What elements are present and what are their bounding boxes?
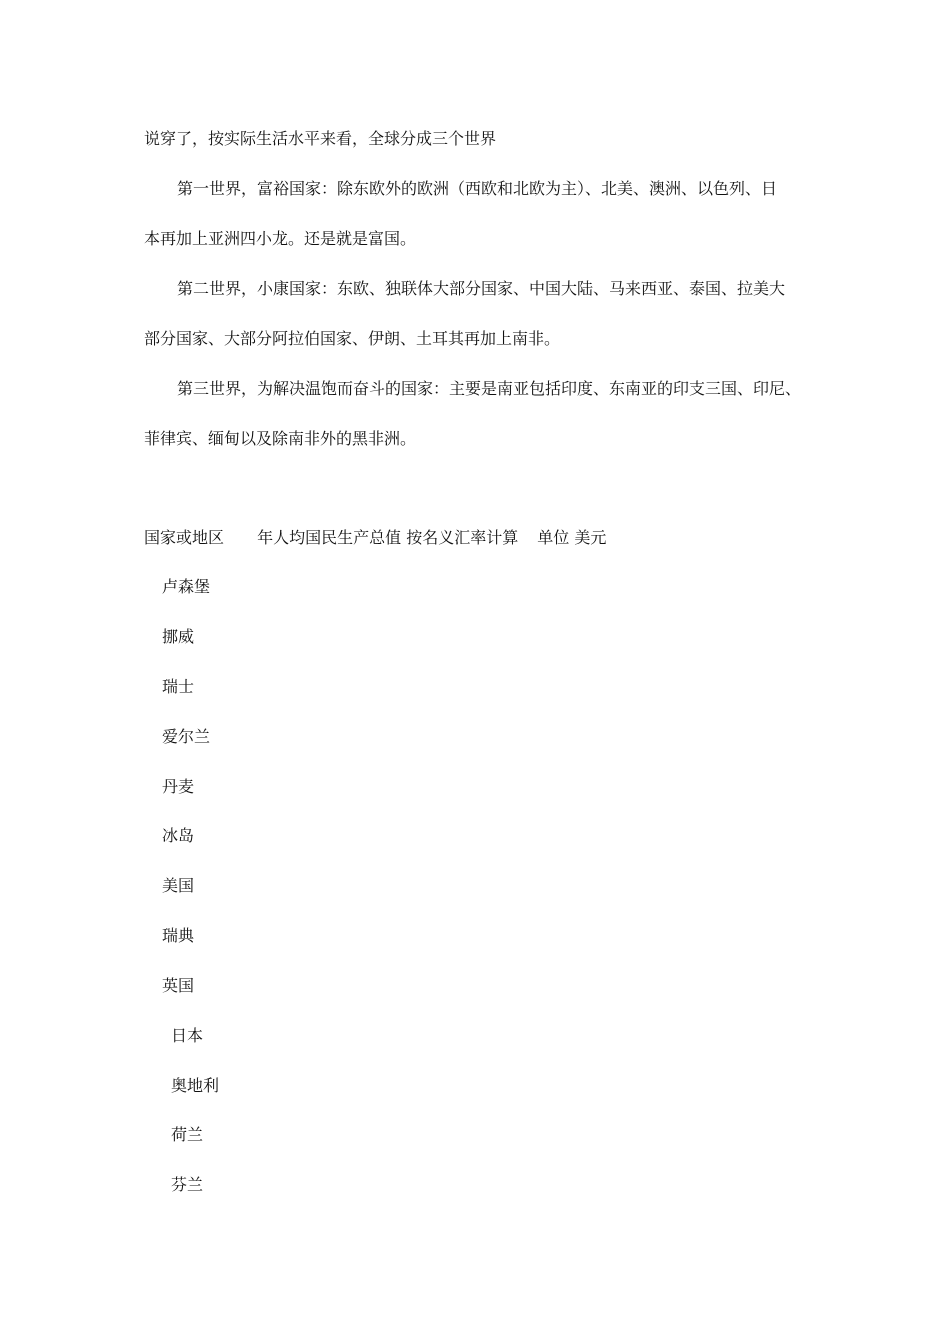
first-world-line-1: 第一世界，富裕国家：除东欧外的欧洲（西欧和北欧为主）、北美、澳洲、以色列、日 — [177, 179, 778, 198]
list-item: 英国 — [162, 976, 195, 995]
list-item: 日本 — [171, 1026, 204, 1045]
header-country: 国家或地区 — [144, 528, 225, 547]
list-item: 奥地利 — [171, 1076, 220, 1095]
intro-paragraph: 说穿了，按实际生活水平来看，全球分成三个世界 — [144, 129, 497, 148]
list-item: 瑞典 — [162, 926, 195, 945]
second-world-line-2: 部分国家、大部分阿拉伯国家、伊朗、土耳其再加上南非。 — [144, 329, 561, 348]
second-world-line-1: 第二世界，小康国家：东欧、独联体大部分国家、中国大陆、马来西亚、泰国、拉美大 — [177, 279, 786, 298]
header-unit: 单位 美元 — [537, 528, 607, 547]
list-item: 芬兰 — [171, 1175, 204, 1194]
table-header — [144, 527, 814, 549]
header-gnp: 年人均国民生产总值 按名义汇率计算 — [257, 528, 519, 547]
list-item: 爱尔兰 — [162, 727, 211, 746]
third-world-line-1: 第三世界，为解决温饱而奋斗的国家：主要是南亚包括印度、东南亚的印支三国、印尼、 — [177, 379, 802, 398]
third-world-line-2: 菲律宾、缅甸以及除南非外的黑非洲。 — [144, 429, 417, 448]
list-item: 瑞士 — [162, 677, 195, 696]
first-world-line-2: 本再加上亚洲四小龙。还是就是富国。 — [144, 229, 417, 248]
list-item: 卢森堡 — [162, 577, 211, 596]
list-item: 美国 — [162, 876, 195, 895]
list-item: 荷兰 — [171, 1125, 204, 1144]
list-item: 丹麦 — [162, 777, 195, 796]
list-item: 冰岛 — [162, 826, 195, 845]
list-item: 挪威 — [162, 627, 195, 646]
